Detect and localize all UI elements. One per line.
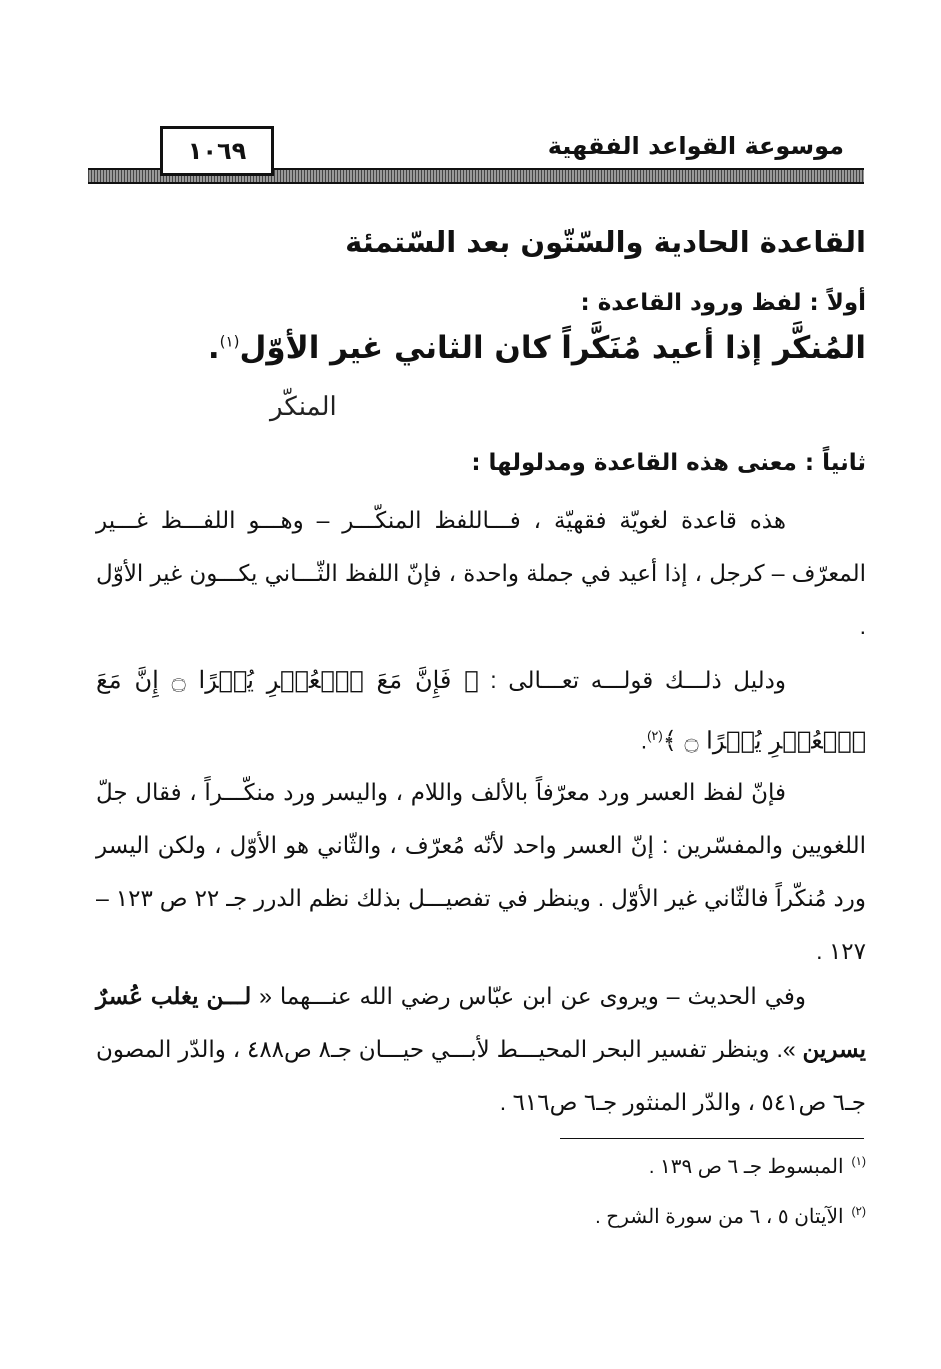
- page-header: [88, 118, 864, 188]
- section-heading-meaning: ثانياً : معنى هذه القاعدة ومدلولها :: [471, 450, 866, 476]
- hadith-intro: وفي الحديث – ويروى عن ابن عبّاس رضي الله عنـــهما «: [259, 983, 806, 1009]
- evidence-intro: ودليل ذلـــك قولـــه تعـــالى :: [490, 667, 787, 693]
- paragraph-hadith: [96, 970, 866, 1129]
- book-title: موسوعة القواعد الفقهية: [547, 132, 844, 160]
- footnote-ref-1[interactable]: (١): [219, 332, 240, 351]
- page-number: ١٠٦٩: [160, 126, 274, 176]
- rule-statement: [96, 330, 876, 366]
- rule-statement-text: المُنكَّر إذا أعيد مُنَكَّراً كان الثاني غير الأوّل: [239, 330, 866, 366]
- paragraph-evidence: [96, 652, 866, 769]
- footnote-2-text: الآيتان ٥ ، ٦ من سورة الشرح .: [595, 1206, 844, 1228]
- footnote-2-marker: (٢): [851, 1204, 866, 1219]
- evidence-end: .: [640, 727, 648, 754]
- handwritten-note: المنكّر: [270, 392, 337, 422]
- hadith-references: ». وينظر تفسير البحر المحيـــط لأبـــي حيـــان جـ٨ ص٤٨٨ ، والدّر المصون جـ٦ ص٥٤١ ، والدّر المنثور جـ٦ ص٦١٦ .: [96, 1036, 866, 1115]
- section-heading-wording: أولاً : لفظ ورود القاعدة :: [580, 290, 866, 316]
- footnote-1-text: المبسوط جـ ٦ ص ١٣٩ .: [648, 1156, 844, 1178]
- footnote-2: [96, 1204, 866, 1229]
- paragraph-explanation: فإنّ لفظ العسر ورد معرّفاً بالألف واللام ، واليسر ورد منكّـــراً ، فقال جلّ اللغويين والمفسّرين : إنّ العسر واحد لأنّه مُعرّف ، والثّاني هو الأوّل ، ولكن اليسر ورد مُنكّراً فالثّاني غير الأوّل . وينظر في تفصيـــل بذلك نظم الدرر جـ ٢٢ ص ١٢٣ – ١٢٧ .: [96, 779, 866, 964]
- paragraph-meaning: هذه قاعدة لغويّة فقهيّة ، فـــاللفظ المنكّـــر – وهـــو اللفـــظ غـــير المعرّف – كرجل ، إذا أعيد في جملة واحدة ، فإنّ اللفظ الثّـــاني يكـــون غير الأوّل .: [96, 507, 866, 639]
- rule-title: القاعدة الحادية والسّتّون بعد السّتمئة: [345, 225, 866, 259]
- footnote-1: [96, 1154, 866, 1179]
- quran-verse: ﴿ فَإِنَّ مَعَ ٱلۡعُسۡرِ يُسۡرًا ۝ إِنَّ مَعَ ٱلۡعُسۡرِ يُسۡرًا ۝ ﴾: [96, 666, 866, 755]
- footnote-separator: [560, 1138, 864, 1139]
- hadith-text: لـــن يغلب عُسرٌ يسرين: [96, 983, 866, 1062]
- rule-statement-end: .: [207, 330, 220, 366]
- footnote-ref-2[interactable]: (٢): [647, 728, 663, 743]
- footnote-1-marker: (١): [851, 1154, 866, 1169]
